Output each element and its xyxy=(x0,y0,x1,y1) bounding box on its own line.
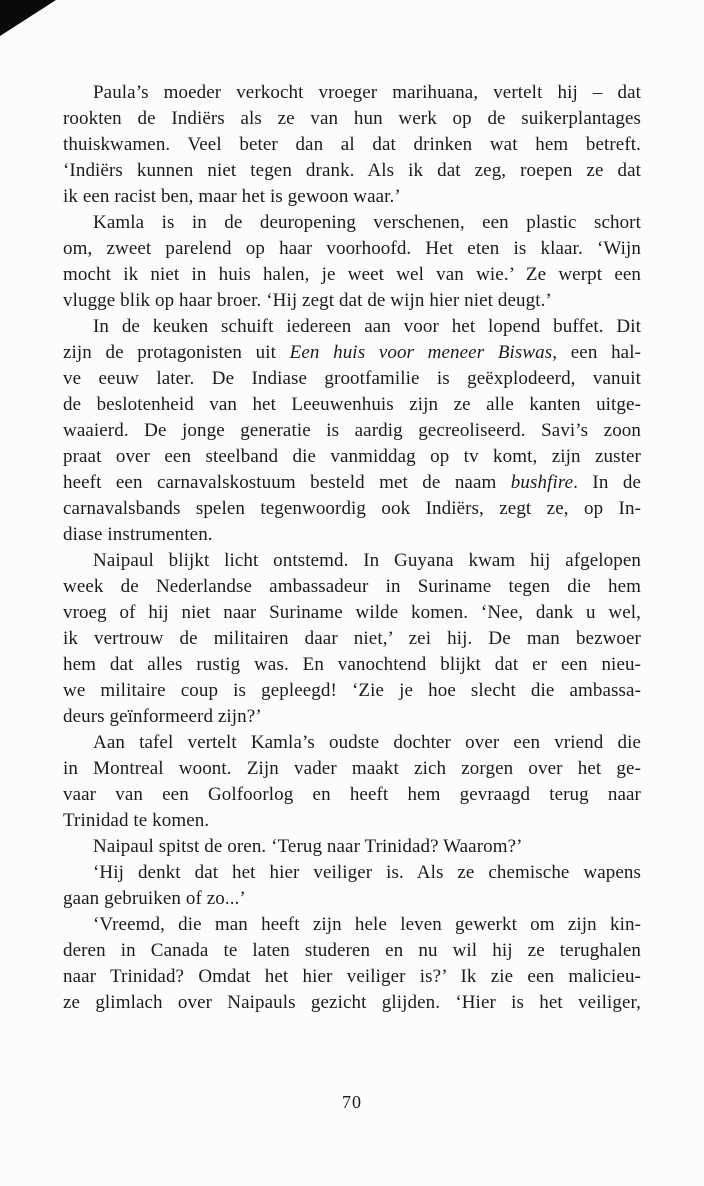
text-line: we militaire coup is gepleegd! ‘Zie je hoe slecht die ambassa- xyxy=(63,680,641,701)
text-line: In de keuken schuift iedereen aan voor het lopend buffet. Dit xyxy=(93,316,641,337)
text-line: gaan gebruiken of zo...’ xyxy=(63,888,246,909)
paragraph xyxy=(63,314,641,548)
text-line: hem dat alles rustig was. En vanochtend blijkt dat er een nieu- xyxy=(63,654,641,675)
text-line: waaierd. De jonge generatie is aardig gecreoliseerd. Savi’s zoon xyxy=(63,420,641,441)
text-line: rookten de Indiërs als ze van hun werk op de suikerplantages xyxy=(63,108,641,129)
paragraph xyxy=(63,80,641,210)
italic-title-text: bushfire xyxy=(510,472,574,493)
text-line: deurs geïnformeerd zijn?’ xyxy=(63,706,262,727)
text-line: diase instrumenten. xyxy=(63,524,213,545)
text-line: praat over een steelband die vanmiddag op tv komt, zijn zuster xyxy=(63,446,641,467)
text-line: Naipaul spitst de oren. ‘Terug naar Trinidad? Waarom?’ xyxy=(93,836,523,857)
paragraph xyxy=(63,912,641,1016)
text-line: in Montreal woont. Zijn vader maakt zich zorgen over het ge- xyxy=(63,758,641,779)
text-line: Paula’s moeder verkocht vroeger marihuana, vertelt hij – dat xyxy=(93,82,641,103)
text-line: thuiskwamen. Veel beter dan al dat drinken wat hem betreft. xyxy=(63,134,641,155)
text-line: ik een racist ben, maar het is gewoon waar.’ xyxy=(63,186,401,207)
text-line: om, zweet parelend op haar voorhoofd. Het eten is klaar. ‘Wijn xyxy=(63,238,641,259)
text-line: heeft een carnavalskostuum besteld met de naam bushfire. In de xyxy=(63,472,642,493)
text-line: ‘Vreemd, die man heeft zijn hele leven gewerkt om zijn kin- xyxy=(93,914,641,935)
text-line: carnavalsbands spelen tegenwoordig ook Indiërs, zegt ze, op In- xyxy=(63,498,641,519)
paragraph xyxy=(63,860,641,912)
text-line: deren in Canada te laten studeren en nu wil hij ze terughalen xyxy=(63,940,641,961)
text-line: vaar van een Golfoorlog en heeft hem gevraagd terug naar xyxy=(63,784,641,805)
scan-corner-artifact-icon xyxy=(0,0,62,40)
text-line: vroeg of hij niet naar Suriname wilde komen. ‘Nee, dank u wel, xyxy=(63,602,641,623)
text-line: vlugge blik op haar broer. ‘Hij zegt dat de wijn hier niet deugt.’ xyxy=(63,290,552,311)
text-line: ik vertrouw de militairen daar niet,’ zei hij. De man bezwoer xyxy=(63,628,641,649)
paragraph xyxy=(63,210,641,314)
paragraph xyxy=(63,730,641,834)
text-line: Kamla is in de deuropening verschenen, een plastic schort xyxy=(93,212,641,233)
italic-title-text: Een huis voor meneer Biswas xyxy=(289,342,553,363)
text-line: ve eeuw later. De Indiase grootfamilie is geëxplodeerd, vanuit xyxy=(63,368,641,389)
text-line: week de Nederlandse ambassadeur in Suriname tegen die hem xyxy=(63,576,641,597)
text-line: ‘Indiërs kunnen niet tegen drank. Als ik dat zeg, roepen ze dat xyxy=(63,160,641,181)
paragraph xyxy=(63,834,641,860)
text-line: de beslotenheid van het Leeuwenhuis zijn ze alle kanten uitge- xyxy=(63,394,641,415)
text-line: Naipaul blijkt licht ontstemd. In Guyana kwam hij afgelopen xyxy=(93,550,641,571)
text-line: ze glimlach over Naipauls gezicht glijden. ‘Hier is het veiliger, xyxy=(63,992,641,1013)
text-line: zijn de protagonisten uit Een huis voor meneer Biswas, een hal- xyxy=(63,342,642,363)
text-line: Trinidad te komen. xyxy=(63,810,210,831)
text-line: ‘Hij denkt dat het hier veiliger is. Als ze chemische wapens xyxy=(93,862,641,883)
text-line: mocht ik niet in huis halen, je weet wel van wie.’ Ze werpt een xyxy=(63,264,641,285)
text-line: Aan tafel vertelt Kamla’s oudste dochter over een vriend die xyxy=(93,732,641,753)
paragraph xyxy=(63,548,641,730)
page-number: 70 xyxy=(342,1092,362,1112)
text-block xyxy=(63,80,641,1016)
text-line: naar Trinidad? Omdat het hier veiliger is?’ Ik zie een malicieu- xyxy=(63,966,641,987)
